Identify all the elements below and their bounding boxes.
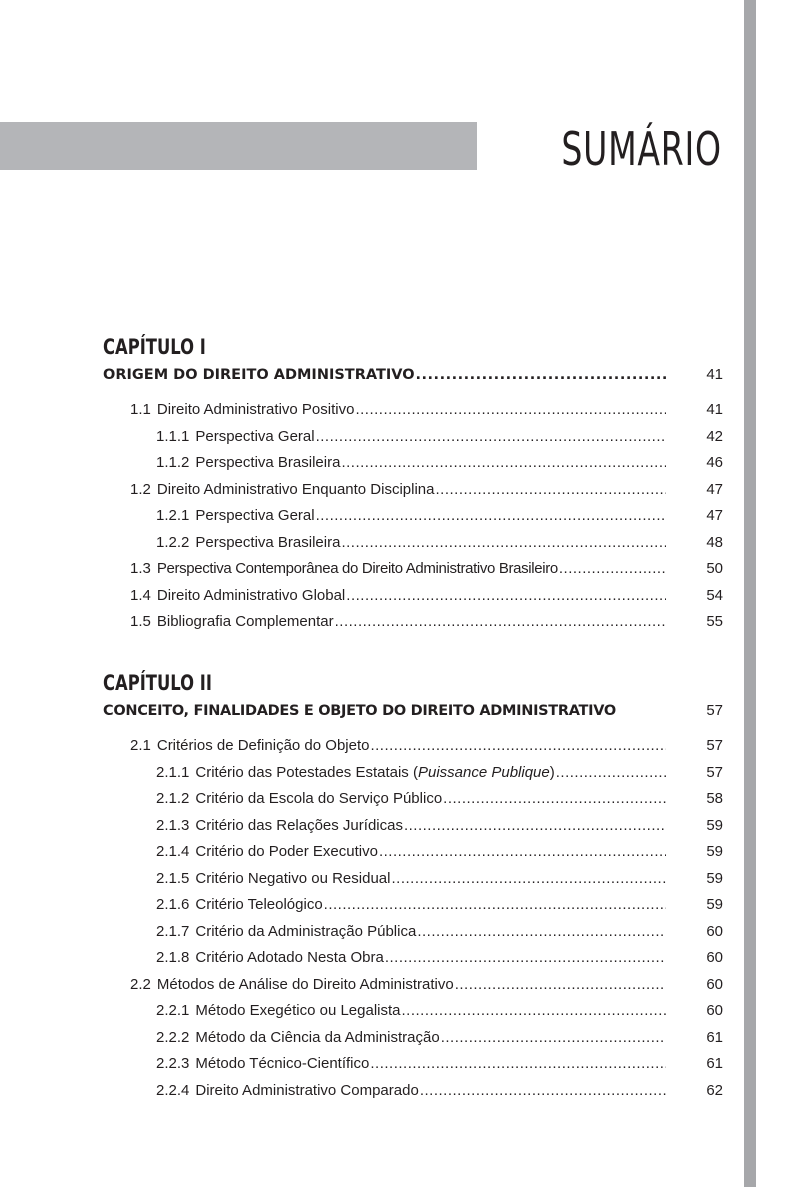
toc-entry-text: Critérios de Definição do Objeto (156, 737, 370, 754)
toc-entry-text: Métodos de Análise do Direito Administrativo (156, 975, 454, 993)
toc-entry-text-suffix: ) (549, 763, 555, 781)
toc-entry-number: 2.1.4 (156, 843, 190, 860)
chapter-label: CAPÍTULO I (103, 335, 206, 359)
toc-entry-text: Direito Administrativo Comparado (195, 1081, 419, 1099)
toc-entry-number: 1.4 (130, 586, 151, 604)
toc-entry-number: 2.1.2 (156, 790, 190, 807)
toc-page-number: 57 (706, 702, 723, 719)
toc-entry-number: 1.3 (130, 560, 151, 577)
toc-page-number: 57 (706, 737, 723, 754)
toc-entry[interactable] (103, 450, 723, 477)
toc-page-number: 48 (706, 533, 723, 551)
toc-entry-text: Método da Ciência da Administração (195, 1028, 440, 1046)
toc-entry-number: 1.1 (130, 401, 151, 418)
toc-page-number: 46 (706, 454, 723, 471)
toc-entry-text: Bibliografia Complementar (156, 613, 334, 630)
toc-chapter-heading[interactable] (103, 361, 723, 389)
toc-entry-number: 2.2.1 (156, 1002, 190, 1019)
toc-entry-number: 1.2.1 (156, 507, 190, 524)
toc-page-number: 59 (706, 816, 723, 834)
toc-entry-number: 2.2.2 (156, 1028, 190, 1046)
toc-entry[interactable] (103, 945, 723, 972)
toc-entry[interactable] (103, 530, 723, 557)
toc-page-number: 60 (706, 975, 723, 993)
toc-entry-number: 1.1.2 (156, 454, 190, 471)
toc-page-number: 59 (706, 896, 723, 913)
page-title: SUMÁRIO (561, 122, 722, 176)
toc-entry-text: Direito Administrativo Positivo (156, 401, 355, 418)
toc-entry-text: Perspectiva Contemporânea do Direito Administrativo Brasileiro (156, 560, 558, 577)
toc-entry-number: 2.2.4 (156, 1081, 190, 1099)
toc-entry[interactable] (103, 397, 723, 424)
toc-page-number: 54 (706, 586, 723, 604)
toc-entry-text: CONCEITO, FINALIDADES E OBJETO DO DIREITO ADMINISTRATIVO (103, 703, 616, 719)
chapter-1 (103, 333, 723, 636)
toc-entry-number: 2.2.3 (156, 1055, 190, 1072)
toc-page-number: 57 (706, 763, 723, 781)
toc-entry-number: 2.1.1 (156, 763, 190, 781)
toc-entry-number: 1.2 (130, 480, 151, 498)
toc-entry[interactable] (103, 609, 723, 636)
toc-entry[interactable] (103, 839, 723, 866)
toc-page-number: 55 (706, 613, 723, 630)
toc-entry[interactable] (103, 892, 723, 919)
toc-page-number: 59 (706, 869, 723, 887)
toc-entry-text: Perspectiva Geral (195, 507, 315, 524)
toc-entry-text: Critério das Potestades Estatais ( (195, 763, 418, 781)
toc-entry-number: 2.1 (130, 737, 151, 754)
page-edge-bar (744, 0, 756, 1187)
toc-entry-text: Critério Negativo ou Residual (195, 869, 391, 887)
toc-entry-number: 1.2.2 (156, 533, 190, 551)
toc-entry[interactable] (103, 998, 723, 1025)
toc-entry-number: 2.1.5 (156, 869, 190, 887)
toc-entry-number: 2.1.3 (156, 816, 190, 834)
toc-entry[interactable] (103, 972, 723, 999)
toc-entry-text: Direito Administrativo Global (156, 586, 346, 604)
toc-page-number: 60 (706, 922, 723, 940)
toc-entry[interactable] (103, 760, 723, 787)
toc-entry[interactable] (103, 866, 723, 893)
toc-entry-text: Método Técnico-Científico (195, 1055, 370, 1072)
toc-entry[interactable] (103, 786, 723, 813)
toc-entry-text: Critério da Escola do Serviço Público (195, 790, 443, 807)
toc-entry[interactable] (103, 1025, 723, 1052)
toc-page-number: 41 (706, 401, 723, 418)
toc-page-number: 58 (706, 790, 723, 807)
toc-page-number: 61 (706, 1028, 723, 1046)
toc-page-number: 59 (706, 843, 723, 860)
toc-entry-text: ORIGEM DO DIREITO ADMINISTRATIVO (103, 367, 415, 383)
toc-entry-number: 2.1.6 (156, 896, 190, 913)
toc-entry[interactable] (103, 503, 723, 530)
toc-entry-number: 2.1.7 (156, 922, 190, 940)
toc-entry-number: 1.1.1 (156, 427, 190, 445)
toc-entry-text: Critério da Administração Pública (195, 922, 417, 940)
toc-entry[interactable] (103, 556, 723, 583)
toc-entry[interactable] (103, 813, 723, 840)
toc-entry-text: Método Exegético ou Legalista (195, 1002, 401, 1019)
toc-entry-text: Critério do Poder Executivo (195, 843, 378, 860)
toc-entry-text: Critério Adotado Nesta Obra (195, 949, 384, 966)
toc-entry-text: Perspectiva Brasileira (195, 454, 341, 471)
chapter-2 (103, 669, 723, 1104)
chapter-label: CAPÍTULO II (103, 671, 212, 695)
toc-entry-text: Critério Teleológico (195, 896, 323, 913)
toc-entry-number: 2.1.8 (156, 949, 190, 966)
toc-entry-text: Perspectiva Geral (195, 427, 315, 445)
toc-page-number: 47 (706, 480, 723, 498)
toc-entry-text: Critério das Relações Jurídicas (195, 816, 403, 834)
toc-entry[interactable] (103, 1078, 723, 1105)
toc-entry[interactable] (103, 477, 723, 504)
toc-page-number: 42 (706, 427, 723, 445)
toc-page-number: 60 (706, 1002, 723, 1019)
toc-page-number: 50 (706, 560, 723, 577)
toc-entry-number: 2.2 (130, 975, 151, 993)
toc-page-number: 61 (706, 1055, 723, 1072)
toc-entry[interactable] (103, 733, 723, 760)
toc-entry[interactable] (103, 424, 723, 451)
toc-page-number: 62 (706, 1081, 723, 1099)
toc-entry[interactable] (103, 919, 723, 946)
toc-chapter-heading[interactable] (103, 697, 723, 725)
toc-entry-text: Perspectiva Brasileira (195, 533, 341, 551)
toc-page-number: 41 (706, 366, 723, 383)
toc-entry[interactable] (103, 1051, 723, 1078)
toc-entry[interactable] (103, 583, 723, 610)
toc-page-number: 47 (706, 507, 723, 524)
title-decoration-bar (0, 122, 477, 170)
toc-entry-text: Direito Administrativo Enquanto Disciplina (156, 480, 435, 498)
toc-page-number: 60 (706, 949, 723, 966)
toc-entry-italic-text: Puissance Publique (417, 763, 550, 781)
toc-entry-number: 1.5 (130, 613, 151, 630)
